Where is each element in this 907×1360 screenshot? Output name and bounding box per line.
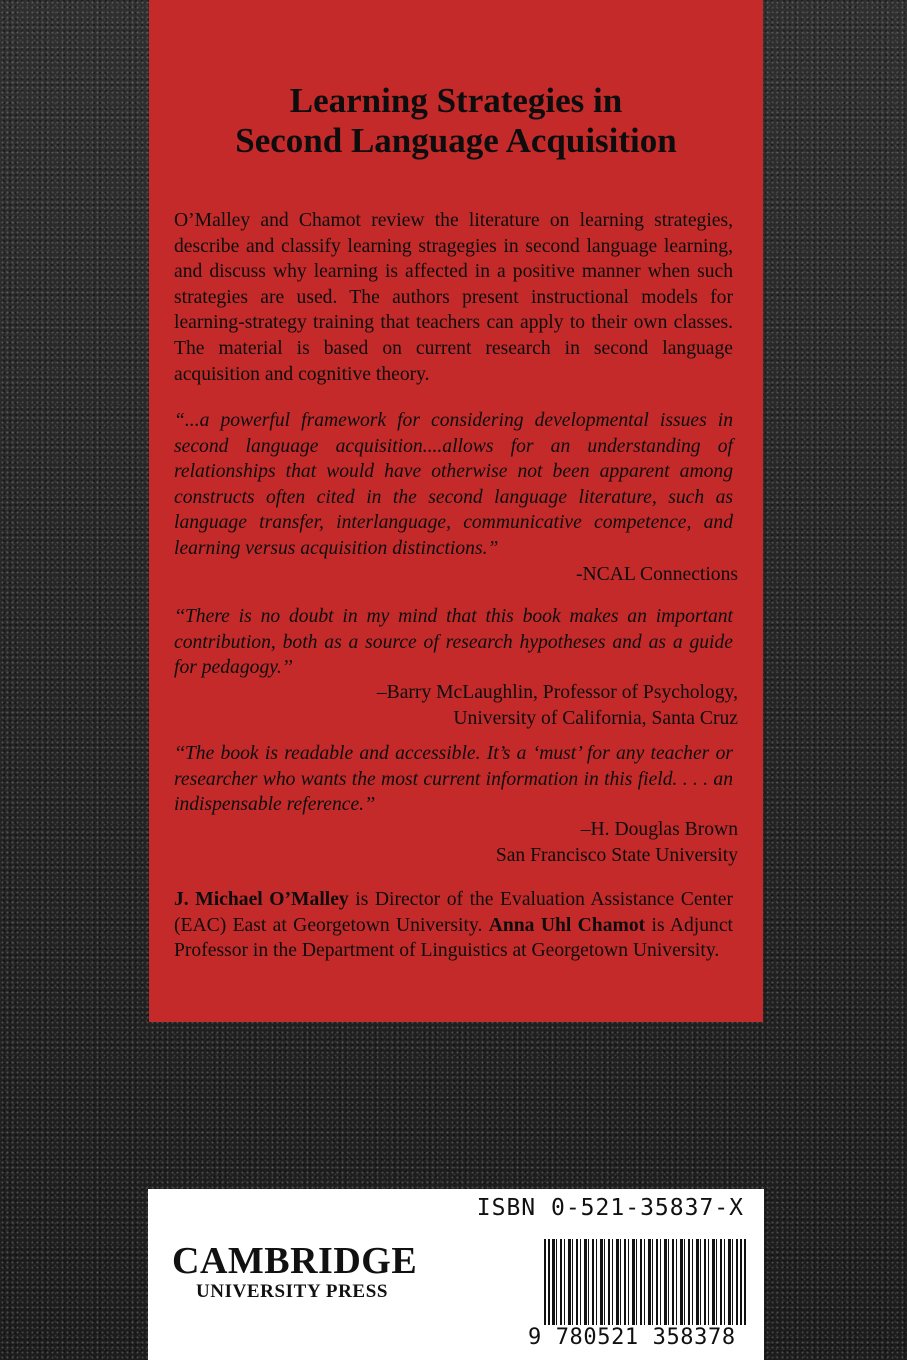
barcode-guard-right (740, 1239, 746, 1337)
isbn: ISBN 0-521-35837-X (476, 1195, 744, 1221)
publisher-box (148, 1189, 764, 1360)
quote-mclaughlin: ‘‘There is no doubt in my mind that this book makes an important contribution, both as a source of research hypotheses and as a guide for pedagogy.’’ (174, 606, 733, 679)
description: O’Malley and Chamot review the literature on learning strategies, describe and classify learning stragegies in second language learning, and discuss why learning is affected in a positive manner when such strategies are used. The authors present instructional models for learning-strategy training that teachers can apply to their own classes. The material is based on current research in second language acquisition and cognitive theory. (174, 210, 733, 385)
quote-ncal: “...a powerful framework for considering developmental issues in second language acquisition....allows for an understanding of relationships that would have otherwise not been apparent among constructs often cited in the second language literature, such as language transfer, interlanguage, communicative competence, and learning versus acquisition distinctions.” (174, 410, 733, 559)
title-line-1: Learning Strategies in (289, 81, 623, 120)
publisher-name: CAMBRIDGE (172, 1240, 418, 1282)
barcode-icon (544, 1239, 744, 1327)
quote-brown: ‘‘The book is readable and accessible. It’s a ‘must’ for any teacher or researcher who wants the most current information in this field. . . . an indispensable reference.’’ (174, 743, 733, 816)
attribution-line: -NCAL Connections (576, 564, 738, 585)
back-cover-panel (149, 0, 763, 1022)
author-name: J. Michael O’Malley (174, 889, 349, 910)
barcode-number: 9 780521 358378 (528, 1325, 748, 1351)
author-name: Anna Uhl Chamot (488, 914, 646, 936)
title-line-2: Second Language Acquisition (235, 121, 677, 160)
attribution-line: –H. Douglas Brown (580, 819, 738, 840)
barcode-guard-left (544, 1239, 550, 1337)
publisher-subtitle: UNIVERSITY PRESS (195, 1281, 389, 1302)
quote-attribution (576, 562, 738, 588)
author-bio-text: is Director of the Evaluation Assistance Center (EAC) East at Georgetown University. (174, 889, 733, 936)
publisher-logo (172, 1240, 418, 1303)
quote-attribution (496, 817, 738, 868)
attribution-line: University of California, Santa Cruz (453, 707, 738, 729)
attribution-line: –Barry McLaughlin, Professor of Psychology, (376, 682, 738, 703)
author-bio (174, 887, 733, 964)
attribution-line: San Francisco State University (495, 844, 738, 866)
quote-attribution (377, 680, 738, 731)
author-bio-text: is Adjunct Professor in the Department of Linguistics at Georgetown University. (174, 914, 733, 962)
